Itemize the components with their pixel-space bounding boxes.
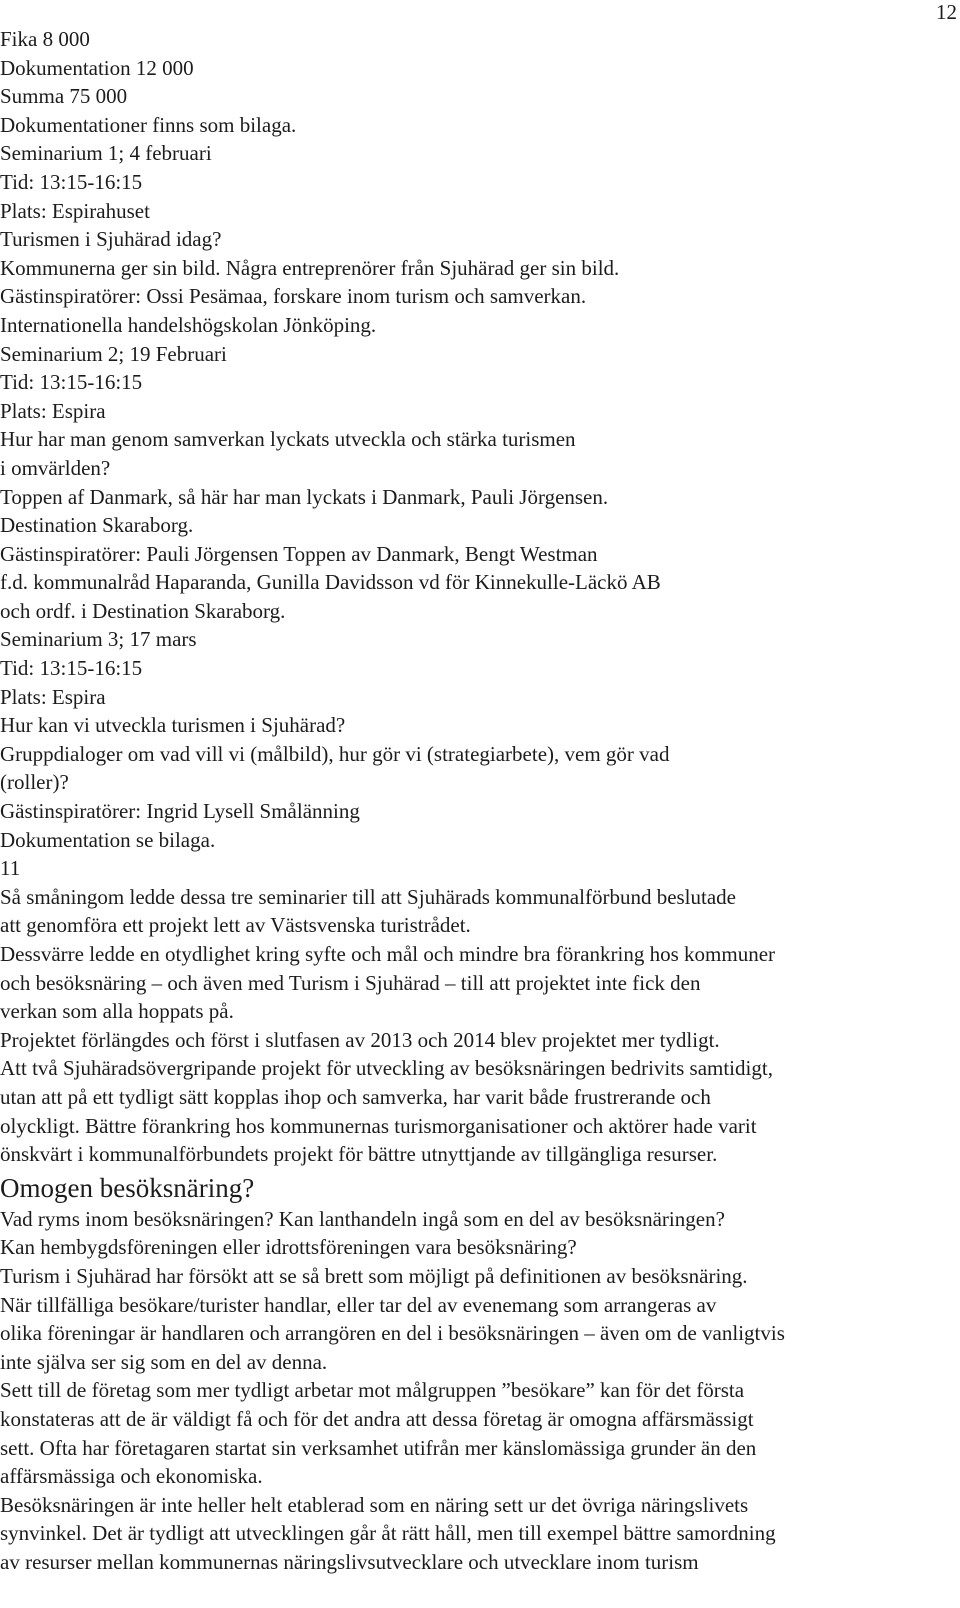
text-line: Gästinspiratörer: Ingrid Lysell Smålänning <box>0 799 360 824</box>
text-line: Så småningom ledde dessa tre seminarier till att Sjuhärads kommunalförbund beslutade <box>0 884 736 909</box>
text-line: i omvärlden? <box>0 455 111 480</box>
text-line: Tid: 13:15-16:15 <box>0 370 143 395</box>
page-number: 12 <box>936 0 957 24</box>
text-line: Kommunerna ger sin bild. Några entreprenörer från Sjuhärad ger sin bild. <box>0 255 620 280</box>
text-line: (roller)? <box>0 770 69 795</box>
text-line: synvinkel. Det är tydligt att utvecklingen går åt rätt håll, men till exempel bättre samordning <box>0 1521 776 1546</box>
text-line: Toppen af Danmark, så här har man lyckats i Danmark, Pauli Jörgensen. <box>0 484 609 509</box>
text-line: Seminarium 2; 19 Februari <box>0 341 227 366</box>
text-line: Plats: Espirahuset <box>0 198 150 223</box>
text-line: utan att på ett tydligt sätt kopplas ihop och samverka, har varit både frustrerande och <box>0 1084 711 1109</box>
document-body <box>0 25 956 1576</box>
text-line: Gästinspiratörer: Pauli Jörgensen Toppen av Danmark, Bengt Westman <box>0 541 598 566</box>
text-line: Kan hembygdsföreningen eller idrottsföreningen vara besöksnäring? <box>0 1235 577 1260</box>
text-line: och ordf. i Destination Skaraborg. <box>0 598 286 623</box>
text-line: Tid: 13:15-16:15 <box>0 169 143 194</box>
text-line: Turism i Sjuhärad har försökt att se så brett som möjligt på definitionen av besöksnäring. <box>0 1263 748 1288</box>
text-line: Fika 8 000 <box>0 27 90 51</box>
text-line: önskvärt i kommunalförbundets projekt för bättre utnyttjande av tillgängliga resurser. <box>0 1142 718 1167</box>
text-line: Dokumentation 12 000 <box>0 55 194 80</box>
text-line: 11 <box>0 856 21 881</box>
text-line: Seminarium 3; 17 mars <box>0 627 197 652</box>
text-line: Seminarium 1; 4 februari <box>0 141 212 166</box>
text-line: Plats: Espira <box>0 398 106 423</box>
text-line: När tillfälliga besökare/turister handlar, eller tar del av evenemang som arrangeras av <box>0 1292 717 1317</box>
text-line: Gruppdialoger om vad vill vi (målbild), hur gör vi (strategiarbete), vem gör vad <box>0 741 670 766</box>
text-line: konstateras att de är väldigt få och för det andra att dessa företag är omogna affärsmässigt <box>0 1406 754 1431</box>
text-line: Gästinspiratörer: Ossi Pesämaa, forskare inom turism och samverkan. <box>0 284 587 309</box>
text-line: sett. Ofta har företagaren startat sin verksamhet utifrån mer känslomässiga grunder än den <box>0 1435 757 1460</box>
text-line: Hur kan vi utveckla turismen i Sjuhärad? <box>0 713 346 738</box>
text-line: Plats: Espira <box>0 684 106 709</box>
text-line: olyckligt. Bättre förankring hos kommunernas turismorganisationer och aktörer hade varit <box>0 1113 757 1138</box>
text-line: Summa 75 000 <box>0 84 128 109</box>
text-block-seminars <box>0 25 956 1169</box>
text-line: Turismen i Sjuhärad idag? <box>0 227 222 252</box>
text-line: Besöksnäringen är inte heller helt etablerad som en näring sett ur det övriga näringslivets <box>0 1492 749 1517</box>
text-line: inte själva ser sig som en del av denna. <box>0 1349 328 1374</box>
text-block-besoksnaring <box>0 1205 956 1577</box>
text-line: Dessvärre ledde en otydlighet kring syfte och mål och mindre bra förankring hos kommuner <box>0 942 776 966</box>
text-line: Hur har man genom samverkan lyckats utveckla och stärka turismen <box>0 427 576 452</box>
text-line: olika föreningar är handlaren och arrangören en del i besöksnäringen – även om de vanligtvis <box>0 1321 785 1346</box>
text-line: Dokumentation se bilaga. <box>0 827 216 852</box>
text-line: Tid: 13:15-16:15 <box>0 656 143 681</box>
text-line: Destination Skaraborg. <box>0 513 194 538</box>
text-line: verkan som alla hoppats på. <box>0 999 234 1024</box>
text-line: att genomföra ett projekt lett av Västsvenska turistrådet. <box>0 913 471 938</box>
text-line: affärsmässiga och ekonomiska. <box>0 1464 263 1489</box>
text-line: Sett till de företag som mer tydligt arbetar mot målgruppen ”besökare” kan för det första <box>0 1378 745 1403</box>
text-line: Dokumentationer finns som bilaga. <box>0 112 297 137</box>
text-line: av resurser mellan kommunernas näringslivsutvecklare och utvecklare inom turism <box>0 1549 699 1574</box>
text-line: f.d. kommunalråd Haparanda, Gunilla Davidsson vd för Kinnekulle-Läckö AB <box>0 570 661 595</box>
text-line: Att två Sjuhäradsövergripande projekt för utveckling av besöksnäringen bedrivits samtidigt, <box>0 1056 773 1081</box>
section-heading: Omogen besöksnäring? <box>0 1172 255 1203</box>
text-line: Projektet förlängdes och först i slutfasen av 2013 och 2014 blev projektet mer tydligt. <box>0 1027 720 1052</box>
text-line: Internationella handelshögskolan Jönköping. <box>0 312 377 337</box>
text-line: och besöksnäring – och även med Turism i Sjuhärad – till att projektet inte fick den <box>0 970 701 995</box>
text-line: Vad ryms inom besöksnäringen? Kan lanthandeln ingå som en del av besöksnäringen? <box>0 1206 725 1231</box>
